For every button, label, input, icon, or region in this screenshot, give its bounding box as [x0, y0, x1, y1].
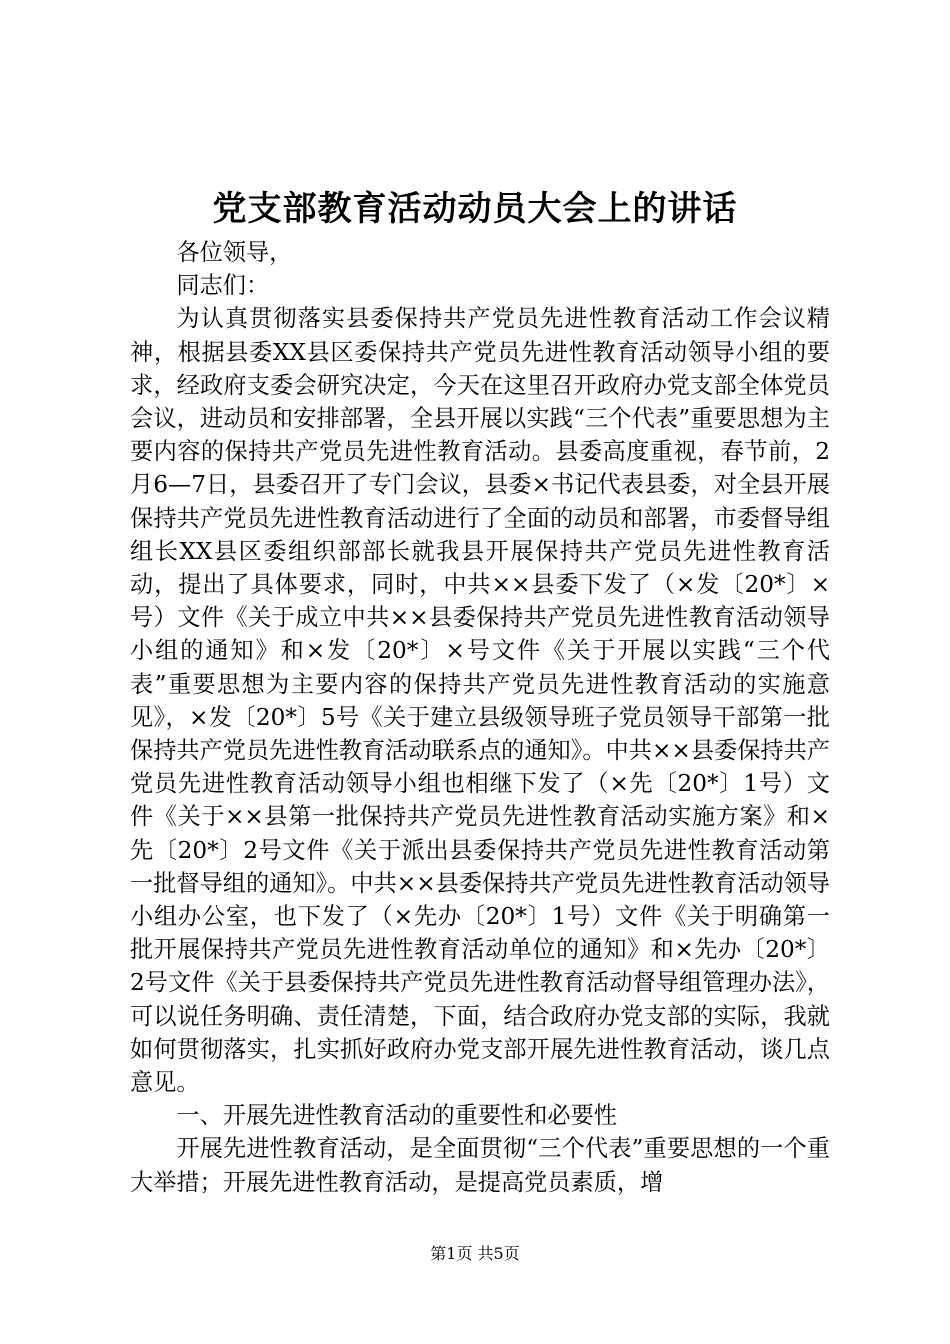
greeting-comrades: 同志们：: [176, 272, 270, 300]
greeting-leaders: 各位领导，: [176, 239, 293, 266]
page-footer: 第1页 共5页: [430, 1244, 520, 1263]
document-body: [130, 236, 830, 1199]
page-title: 党支部教育活动动员大会上的讲话: [212, 189, 738, 229]
body-paragraph: 为认真贯彻落实县委保持共产党员先进性教育活动工作会议精神，根据县委XX县区委保持共产党员先进性教育活动领导小组的要求，经政府支委会研究决定，今天在这里召开政府办党支部全体党员会议，进动员和安排部署，全县开展以实践“三个代表”重要思想为主要内容的保持共产党员先进性教育活动。县委高度重视，春节前，2月6—7日，县委召开了专门会议，县委×书记代表县委，对全县开展保持共产党员先进性教育活动进行了全面的动员和部署，市委督导组组长XX县区委组织部部长就我县开展保持共产党员先进性教育活动，提出了具体要求，同时，中共××县委下发了（×发〔20*〕×号）文件《关于成立中共××县委保持共产党员先进性教育活动领导小组的通知》和×发〔20*〕×号文件《关于开展以实践“三个代表”重要思想为主要内容的保持共产党员先进性教育活动的实施意见》，×发〔20*〕5号《关于建立县级领导班子党员领导干部第一批保持共产党员先进性教育活动联系点的通知》。中共××县委保持共产党员先进性教育活动领导小组也相继下发了（×先〔20*〕1号）文件《关于××县第一批保持共产党员先进性教育活动实施方案》和×先〔20*〕2号文件《关于派出县委保持共产党员先进性教育活动第一批督导组的通知》。中共××县委保持共产党员先进性教育活动领导小组办公室，也下发了（×先办〔20*〕1号）文件《关于明确第一批开展保持共产党员先进性教育活动单位的通知》和×先办〔20*〕2号文件《关于县委保持共产党员先进性教育活动督导组管理办法》，可以说任务明确、责任清楚，下面，结合政府办党支部的实际，我就如何贯彻落实，扎实抓好政府办党支部开展先进性教育活动，谈几点意见。: [130, 305, 830, 1097]
body-paragraph: 开展先进性教育活动，是全面贯彻“三个代表”重要思想的一个重大举措；开展先进性教育活动，是提高党员素质，增: [130, 1135, 830, 1196]
section-heading: 一、开展先进性教育活动的重要性和必要性: [176, 1102, 617, 1130]
